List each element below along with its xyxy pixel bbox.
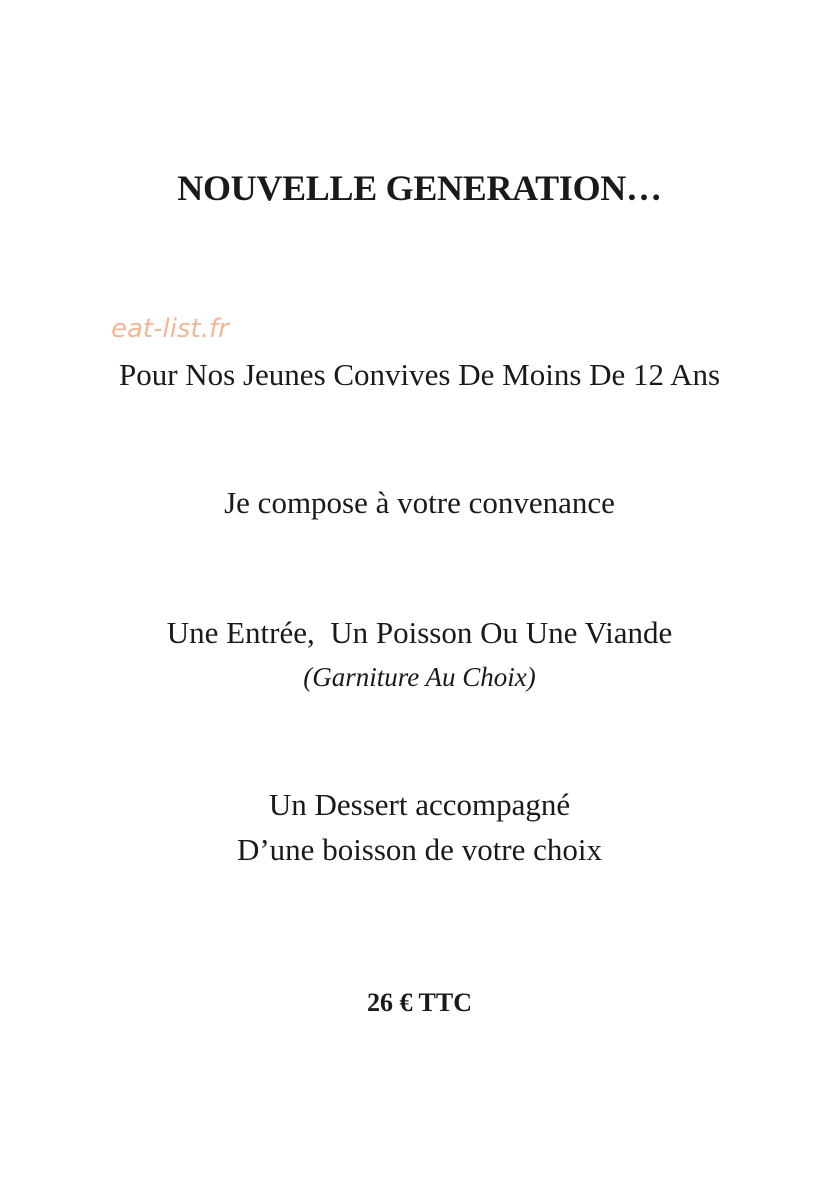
watermark-logo: eat-list.fr xyxy=(111,314,229,344)
courses-text: Une Entrée, Un Poisson Ou Une Viande xyxy=(166,615,673,650)
compose-text: Je compose à votre convenance xyxy=(224,485,615,520)
menu-title: NOUVELLE GENERATION… xyxy=(177,168,662,208)
drink-text: D’une boisson de votre choix xyxy=(236,832,603,867)
menu-price: 26 € TTC xyxy=(367,988,472,1017)
dessert-text: Un Dessert accompagné xyxy=(268,787,571,822)
menu-subtitle: Pour Nos Jeunes Convives De Moins De 12 Ans xyxy=(118,357,721,392)
garniture-note: (Garniture Au Choix) xyxy=(303,662,536,692)
